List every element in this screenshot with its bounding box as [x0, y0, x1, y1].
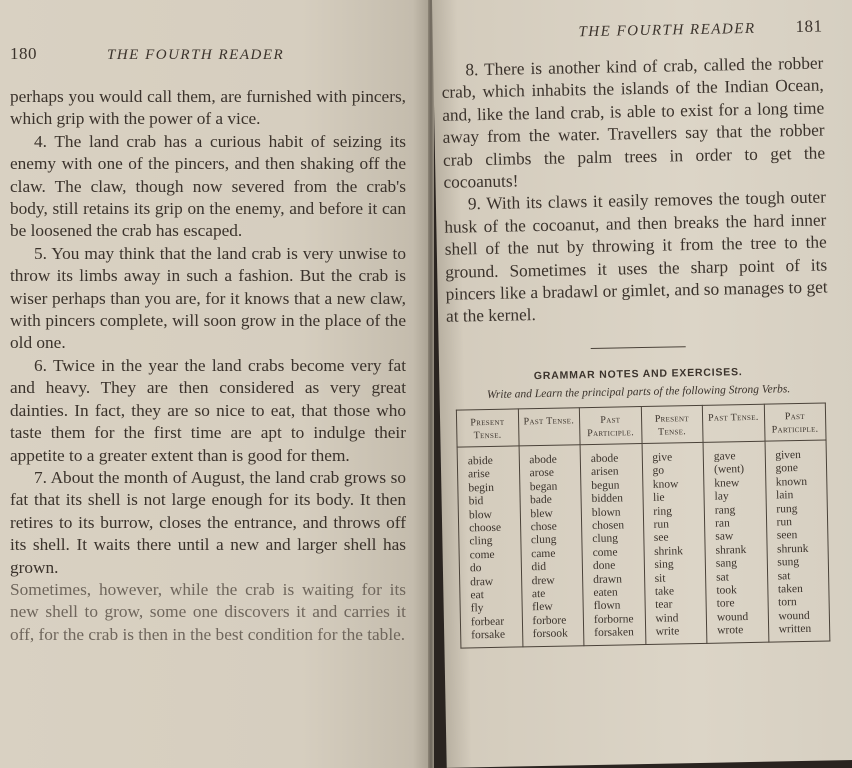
verb-entry: gone: [775, 462, 799, 475]
verb-column: [580, 443, 645, 645]
verb-column: [703, 441, 768, 643]
section-divider: [590, 346, 685, 349]
verb-entry: gave: [713, 450, 736, 463]
verb-entry: drew: [531, 574, 555, 587]
grammar-title: GRAMMAR NOTES AND EXERCISES.: [533, 365, 743, 382]
strong-verbs-table: [456, 402, 831, 648]
verb-entry: tore: [716, 597, 735, 610]
verb-entry: ran: [714, 517, 730, 530]
verb-entry: sat: [716, 570, 730, 584]
verb-entry: see: [653, 531, 669, 545]
verb-entry: cling: [469, 535, 493, 548]
verb-entry: fly: [470, 602, 484, 615]
verb-entry: taken: [777, 582, 803, 596]
paragraph: 6. Twice in the year the land crabs become very fat and heavy. They are then considered as very great dainties. In fact, they are so nice to eat, that those who taste them for the first time are apt to indulge their appetite to a greater extent than is good for them.: [10, 355, 406, 465]
verb-entry: abode: [590, 452, 619, 465]
verb-entry: did: [531, 561, 547, 574]
verb-entry: run: [653, 518, 670, 531]
verb-entry: wind: [655, 612, 679, 625]
paragraph: perhaps you would call them, are furnished with pincers, which grip with the power of a vice.: [10, 87, 406, 129]
verb-entry: blown: [591, 505, 621, 519]
right-body-text: [441, 53, 828, 329]
paragraph: 4. The land crab has a curious habit of seizing its enemy with one of the pincers, and then shaking off the claw. The claw, though now severed from the crab's body, still retains its grip on the enemy, and before it can be loosened the crab has escaped.: [10, 131, 406, 241]
paragraph: Sometimes, however, while the crab is waiting for its new shell to grow, some one discovers it and carries it off, for the crab is then in the best condition for the table.: [10, 579, 406, 644]
verb-entry: abide: [467, 454, 493, 468]
verb-entry: forsake: [471, 628, 506, 642]
verb-entry: lain: [775, 489, 794, 502]
verb-entry: eat: [470, 589, 484, 602]
verb-entry: saw: [715, 530, 734, 543]
verb-entry: seen: [776, 529, 798, 542]
verb-entry: write: [655, 625, 680, 638]
verb-entry: flown: [593, 599, 621, 613]
verb-entry: take: [654, 585, 675, 598]
verb-entry: sung: [777, 556, 800, 569]
verb-entry: given: [775, 448, 801, 462]
verb-entry: bid: [468, 495, 484, 508]
verb-entry: forsook: [532, 627, 568, 641]
verb-entry: wound: [716, 610, 749, 624]
verb-entry: arisen: [590, 465, 619, 479]
verb-entry: known: [775, 475, 808, 489]
verb-entry: do: [469, 562, 482, 575]
verb-entry: began: [529, 480, 558, 493]
verb-entry: forbear: [470, 615, 505, 629]
verb-entry: torn: [778, 596, 797, 609]
verb-column: [519, 445, 584, 647]
left-running-head: [10, 8, 406, 74]
column-header: Past Tense.: [702, 404, 764, 442]
verb-entry: begin: [468, 481, 495, 495]
paragraph: 9. With its claws it easily removes the tough outer husk of the cocoanut, and then breaks the hard inner shell of the nut by throwing it from the tree to the ground. Sometimes it uses the sharp point of its pincers like a bradawl or gimlet, and so manages to get at the kernel.: [444, 187, 828, 327]
verb-entry: lie: [652, 491, 665, 504]
verb-entry: run: [776, 516, 793, 529]
verb-entry: rang: [714, 503, 736, 517]
column-header: Present Tense.: [456, 409, 518, 447]
verb-entry: clung: [530, 534, 557, 547]
verb-entry: shrank: [715, 543, 747, 557]
verb-entry: ring: [653, 504, 673, 518]
verb-entry: bade: [530, 493, 552, 507]
verb-entry: sit: [654, 572, 666, 585]
verb-entry: came: [531, 547, 556, 560]
verb-column: [765, 440, 830, 642]
verb-entry: blow: [468, 508, 493, 521]
column-header: Present Tense.: [641, 405, 703, 443]
verb-entry: knew: [714, 476, 740, 490]
verb-entry: abode: [529, 453, 557, 467]
table-row: [457, 440, 830, 648]
verb-entry: forbore: [532, 614, 567, 627]
verb-entry: took: [716, 584, 737, 597]
paragraph: 5. You may think that the land crab is very unwise to throw its limbs away in such a fashion. But the crab is wiser perhaps than you are, for it knows that a new claw, with pincers complete, will soon grow in the place of the old one.: [10, 243, 406, 353]
verb-entry: arise: [468, 468, 490, 481]
verb-entry: lay: [714, 490, 729, 503]
verb-entry: wrote: [717, 624, 744, 637]
verb-entry: begun: [591, 479, 620, 492]
verb-entry: know: [652, 478, 679, 491]
grammar-subtitle: Write and Learn the principal parts of the following Strong Verbs.: [486, 383, 791, 401]
verb-entry: sang: [715, 557, 738, 570]
column-header: Past Tense.: [518, 408, 580, 446]
left-page-number: 180: [10, 44, 37, 63]
verb-entry: tear: [655, 598, 673, 612]
verb-entry: sat: [777, 569, 791, 583]
verb-entry: shrunk: [776, 542, 809, 556]
verb-entry: written: [778, 622, 812, 636]
verb-entry: drawn: [593, 572, 623, 586]
column-header: Past Participle.: [764, 403, 826, 441]
verb-column: [457, 446, 522, 648]
right-running-head: [440, 3, 823, 60]
verb-entry: give: [652, 451, 673, 464]
paragraph: 8. There is another kind of crab, called the robber crab, which inhabits the islands of the Indian Ocean, and, like the land crab, is able to exist for a long time away from the water. Travellers say that the robber crab climbs the palm trees in order to get the cocoanuts!: [441, 53, 826, 192]
verb-column: [642, 442, 707, 644]
verb-entry: rung: [776, 502, 798, 515]
verb-entry: flew: [532, 601, 553, 614]
right-page-number: 181: [795, 16, 823, 37]
paragraph: 7. About the month of August, the land crab grows so fat that its shell is not large enough for its body. It then retires to its burrow, closes the entrance, and throws off its shell. It waits there until a new and larger shell has grown.: [10, 467, 406, 577]
column-header: Past Participle.: [579, 406, 641, 444]
verb-entry: eaten: [593, 586, 618, 599]
verb-entry: chose: [530, 520, 557, 534]
verb-entry: done: [592, 559, 616, 573]
verb-entry: draw: [470, 575, 494, 588]
verb-entry: choose: [469, 521, 502, 535]
verb-entry: forborne: [593, 612, 634, 626]
verb-entry: come: [469, 548, 495, 562]
right-page: [432, 0, 852, 768]
verb-entry: forsaken: [594, 626, 634, 640]
left-body-text: [10, 86, 406, 646]
verb-entry: arose: [529, 467, 554, 480]
verb-entry: wound: [778, 609, 810, 623]
verb-entry: sing: [654, 558, 674, 571]
verb-entry: bidden: [591, 492, 624, 506]
verb-entry: shrink: [654, 545, 683, 558]
book-gutter: [428, 0, 434, 768]
right-header-title: THE FOURTH READER: [578, 20, 756, 41]
verb-entry: ate: [531, 587, 546, 601]
verb-entry: clung: [592, 532, 619, 546]
verb-entry: go: [652, 464, 665, 478]
verb-entry: come: [592, 546, 618, 559]
verb-entry: (went): [713, 463, 745, 476]
verb-entry: blew: [530, 507, 553, 520]
left-header-title: THE FOURTH READER: [107, 47, 285, 63]
verb-entry: chosen: [592, 519, 625, 532]
